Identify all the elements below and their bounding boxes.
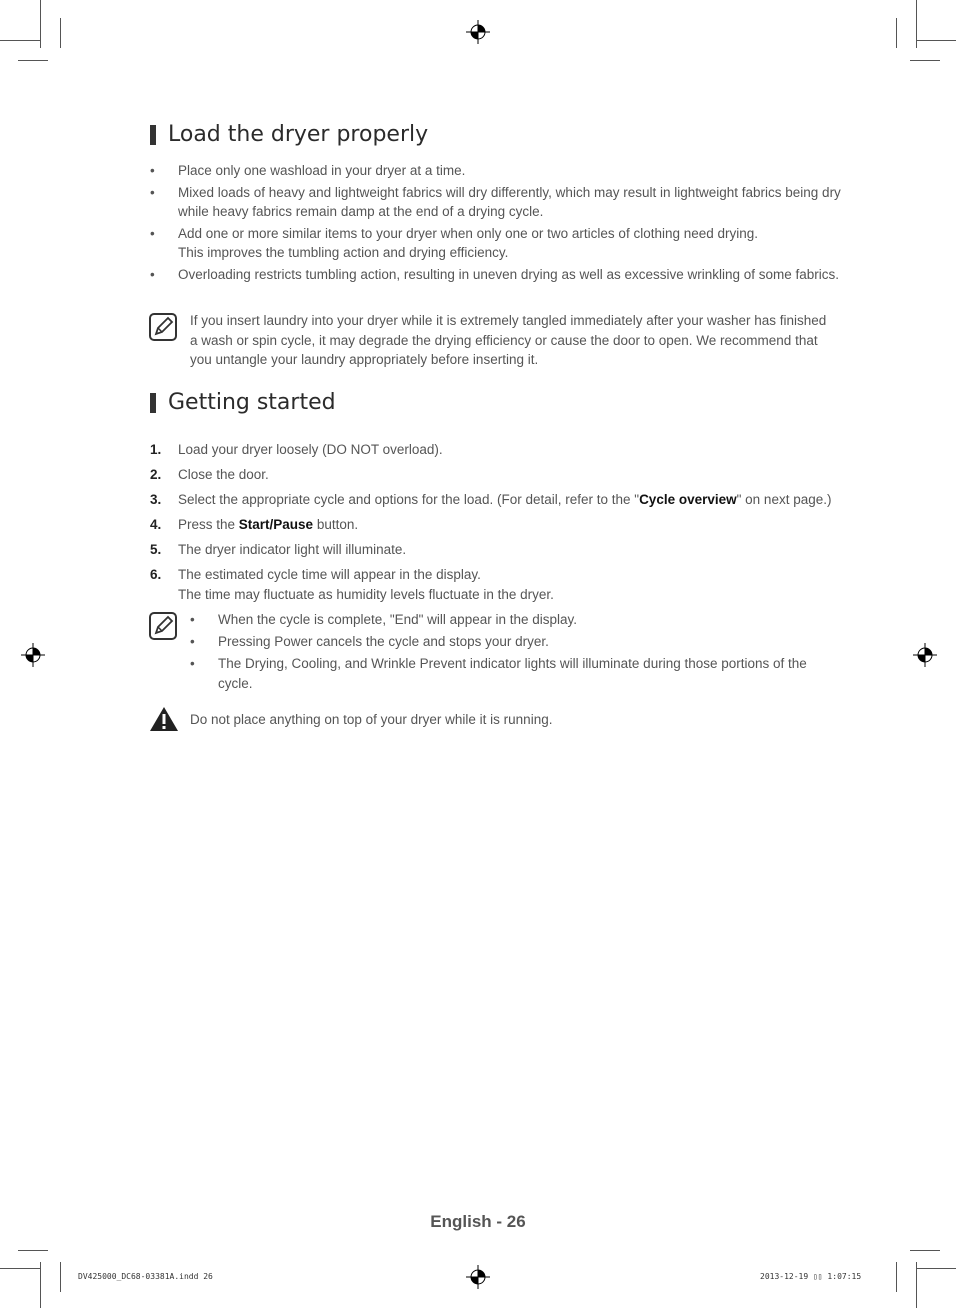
list-item: • Mixed loads of heavy and lightweight fabrics will dry differently, which may result in lightweight fabrics being dry while heavy fabrics remain damp at the end of a drying cycle.	[150, 184, 841, 219]
registration-mark-icon	[466, 1265, 490, 1289]
note-pencil-icon	[148, 611, 178, 641]
crop-mark	[60, 1262, 61, 1292]
section-heading-load	[150, 122, 428, 147]
step-item: 5. The dryer indicator light will illuminate.	[150, 542, 407, 557]
list-item: • Overloading restricts tumbling action, resulting in uneven drying as well as excessive wrinkling of some fabrics.	[150, 266, 840, 282]
registration-mark-icon	[913, 643, 937, 667]
crop-mark	[40, 0, 41, 48]
steps-list	[150, 440, 850, 610]
list-item: • Add one or more similar items to your dryer when only one or two articles of clothing need drying. This improves the tumbling action and drying efficiency.	[150, 225, 759, 260]
registration-mark-icon	[466, 20, 490, 44]
crop-mark	[910, 1250, 940, 1251]
warning-text: Do not place anything on top of your dryer while it is running.	[190, 712, 553, 727]
list-item: • The Drying, Cooling, and Wrinkle Prevent indicator lights will illuminate during those portions of the cycle.	[190, 656, 807, 691]
step-item: 3. Select the appropriate cycle and options for the load. (For detail, refer to the "Cycle overview" on next page.)	[150, 492, 832, 507]
crop-mark	[0, 40, 40, 41]
file-info: DV425000_DC68-03381A.indd 26	[78, 1272, 213, 1281]
crop-mark	[18, 60, 48, 61]
crop-mark	[18, 1250, 48, 1251]
crop-mark	[40, 1262, 41, 1308]
step-item: 6. The estimated cycle time will appear in the display. The time may fluctuate as humidity levels fluctuate in the dryer.	[150, 567, 554, 602]
heading-bar	[150, 393, 156, 413]
list-item: • Place only one washload in your dryer at a time.	[150, 163, 466, 178]
step-item: 4. Press the Start/Pause button.	[150, 517, 359, 532]
heading-bar	[150, 125, 156, 145]
crop-mark	[60, 18, 61, 48]
crop-mark	[896, 18, 897, 48]
note-pencil-icon	[148, 312, 178, 342]
date-info: 2013-12-19 ▯▯ 1:07:15	[760, 1272, 862, 1281]
registration-mark-icon	[21, 643, 45, 667]
crop-mark	[916, 40, 956, 41]
crop-mark	[916, 1268, 956, 1269]
crop-mark	[896, 1262, 897, 1292]
list-item: • Pressing Power cancels the cycle and stops your dryer.	[190, 634, 549, 649]
section-heading-getting-started	[150, 390, 336, 415]
section-title: Load the dryer properly	[168, 122, 429, 147]
step-item: 2. Close the door.	[150, 467, 269, 482]
crop-mark	[910, 60, 940, 61]
note-text: If you insert laundry into your dryer while it is extremely tangled immediately after your washer has finished a wash or spin cycle, it may degrade the drying efficiency or cause the door to open. We recommend that you untangle your laundry appropriately before inserting it.	[190, 313, 827, 367]
start-pause-ref: Start/Pause	[238, 517, 314, 532]
load-bullet-list	[150, 161, 850, 286]
list-item: • When the cycle is complete, "End" will appear in the display.	[190, 612, 578, 627]
crop-mark	[0, 1268, 40, 1269]
step-item: 1. Load your dryer loosely (DO NOT overload).	[150, 442, 443, 457]
note-bullet-list	[190, 610, 840, 696]
warning-triangle-icon	[148, 705, 180, 733]
cycle-overview-ref: Cycle overview	[639, 492, 737, 507]
section-title: Getting started	[168, 390, 336, 415]
page-number: English - 26	[430, 1212, 526, 1231]
